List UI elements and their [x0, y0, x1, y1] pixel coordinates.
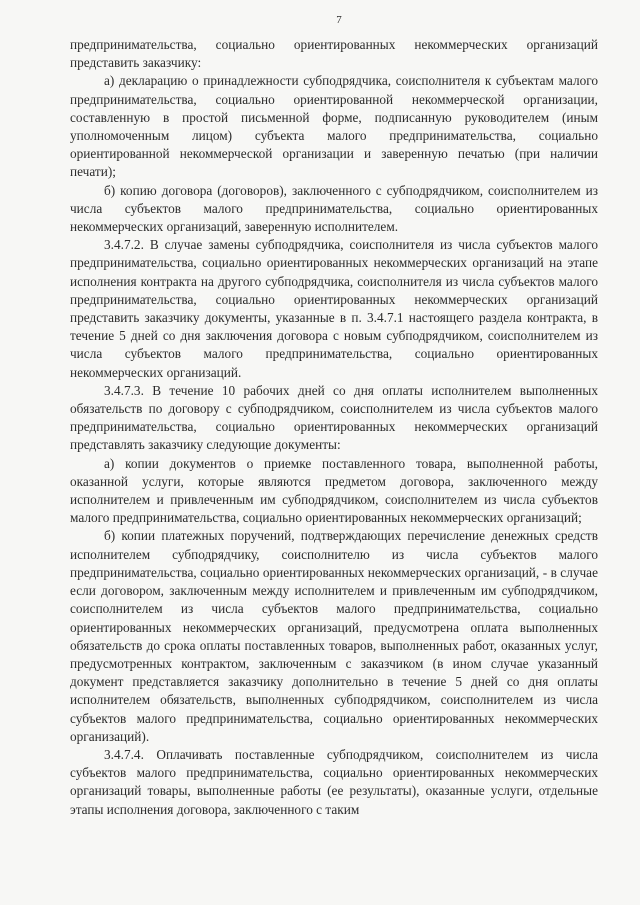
- paragraph-3-4-7-4: 3.4.7.4. Оплачивать поставленные субподрядчиком, соисполнителем из числа субъектов малого предпринимательства, социально ориентированных некоммерческих организаций товары, выполненные работы (ее результаты), оказанные услуги, отдельные этапы исполнения договора, заключенного с таким: [70, 746, 598, 817]
- paragraph-continuation: предпринимательства, социально ориентированных некоммерческих организаций представить заказчику:: [70, 37, 598, 71]
- paragraph-item-b-payment-orders: б) копии платежных поручений, подтверждающих перечисление денежных средств исполнителем субподрядчику, соисполнителю из числа субъектов малого предпринимательства, социально ориентированных некоммерческих организаций, - в случае если договором, заключенным между исполнителем и привлеченным им субподрядчиком, соисполнителем из числа субъектов малого предпринимательства, социально ориентированных некоммерческих организаций, предусмотрена оплата выполненных обязательств до срока оплаты поставленных товаров, выполненных работ, оказанных услуг, предусмотренных контрактом, заключенным с заказчиком (в ином случае указанный документ представляется заказчику дополнительно в течение 5 дней со дня оплаты исполнителем обязательств, выполненных субподрядчиком, соисполнителем из числа субъектов малого предпринимательства, социально ориентированных некоммерческих организаций).: [70, 528, 598, 744]
- paragraph-3-4-7-3: 3.4.7.3. В течение 10 рабочих дней со дня оплаты исполнителем выполненных обязательств по договору с субподрядчиком, соисполнителем из числа субъектов малого предпринимательства, социально ориентированных некоммерческих организаций представлять заказчику следующие документы:: [70, 382, 598, 453]
- document-body: [70, 36, 598, 819]
- page-number: 7: [336, 14, 342, 26]
- paragraph-item-a-declaration: а) декларацию о принадлежности субподрядчика, соисполнителя к субъектам малого предпринимательства, социально ориентированной некоммерческой организации, составленную в простой письменной форме, подписанную руководителем (иным уполномоченным лицом) субъекта малого предпринимательства, социально ориентированной некоммерческой организации и заверенную печатью (при наличии печати);: [70, 73, 598, 180]
- paragraph-item-b-contract-copy: б) копию договора (договоров), заключенного с субподрядчиком, соисполнителем из числа субъектов малого предпринимательства, социально ориентированных некоммерческих организаций, заверенную исполнителем.: [70, 182, 598, 235]
- paragraph-3-4-7-2: 3.4.7.2. В случае замены субподрядчика, соисполнителя из числа субъектов малого предпринимательства, социально ориентированных некоммерческих организаций на этапе исполнения контракта на другого субподрядчика, соисполнителя из числа субъектов малого предпринимательства, социально ориентированных некоммерческих организаций представить заказчику документы, указанные в п. 3.4.7.1 настоящего раздела контракта, в течение 5 дней со дня заключения договора с новым субподрядчиком, соисполнителем из числа субъектов малого предпринимательства, социально ориентированных некоммерческих организаций.: [70, 237, 598, 380]
- paragraph-item-a-acceptance-docs: а) копии документов о приемке поставленного товара, выполненной работы, оказанной услуги, которые являются предметом договора, заключенного между исполнителем и привлеченным им субподрядчиком, соисполнителем из числа субъектов малого предпринимательства, социально ориентированных некоммерческих организаций;: [70, 455, 598, 526]
